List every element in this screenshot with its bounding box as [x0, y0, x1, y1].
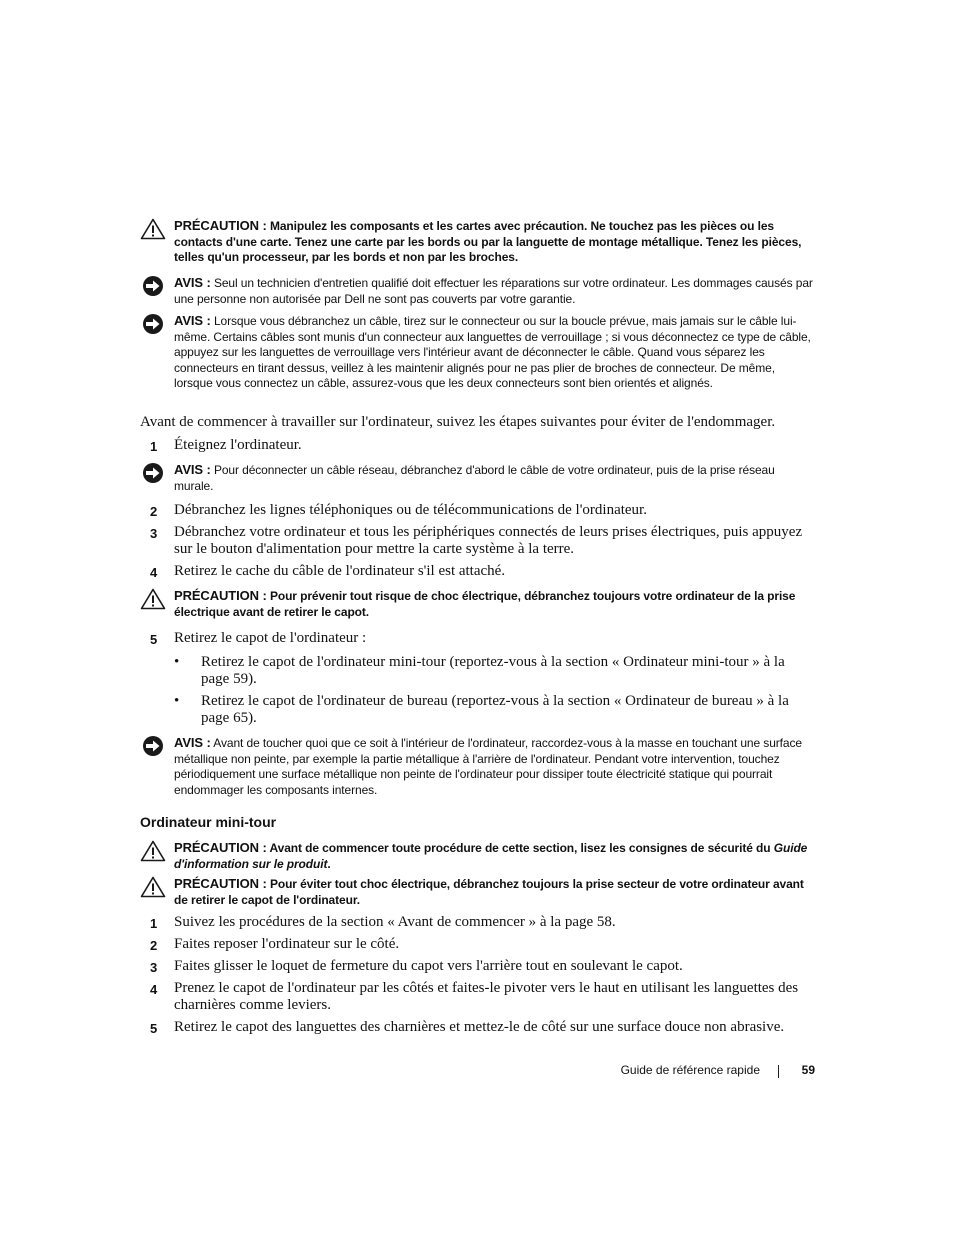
bullet-item — [172, 693, 815, 727]
step-text: Retirez le capot de l'ordinateur : — [174, 630, 367, 646]
notice-text — [174, 462, 815, 494]
page-number: 59 — [801, 1063, 815, 1077]
caution-body: Avant de commencer toute procédure de cette section, lisez les consignes de sécurité du — [269, 841, 771, 855]
step-text: Faites glisser le loquet de fermeture du capot vers l'arrière tout en soulevant le capot. — [174, 958, 683, 974]
warning-triangle-icon — [140, 876, 166, 898]
step-number: 4 — [150, 982, 158, 997]
step-item — [150, 502, 815, 519]
caution-notice — [140, 588, 815, 620]
warning-triangle-icon — [140, 588, 166, 610]
step-item — [150, 524, 815, 558]
notice-body: Seul un technicien d'entretien qualifié doit effectuer les réparations sur votre ordinateur. Les dommages causés par une personne non autorisée par Dell ne sont pas couverts par votre garantie. — [174, 276, 813, 306]
step-text: Éteignez l'ordinateur. — [174, 437, 302, 453]
step-number: 5 — [150, 632, 158, 647]
bullet-dot: • — [174, 654, 180, 670]
notice-box — [140, 462, 815, 494]
step-number: 2 — [150, 504, 158, 519]
step-text: Faites reposer l'ordinateur sur le côté. — [174, 936, 400, 952]
step-text: Retirez le cache du câble de l'ordinateur s'il est attaché. — [174, 563, 506, 579]
step-text: Prenez le capot de l'ordinateur par les côtés et faites-le pivoter vers le haut en utilisant les languettes des charnières comme leviers. — [174, 980, 799, 1013]
notice-body: Pour déconnecter un câble réseau, débranchez d'abord le câble de votre ordinateur, puis de la prise réseau murale. — [174, 463, 775, 493]
notice-box — [140, 735, 815, 798]
notice-label: AVIS : — [174, 462, 211, 477]
caution-body: Manipulez les composants et les cartes avec précaution. Ne touchez pas les pièces ou les contacts d'une carte. Tenez une carte par les bords ou par la languette de montage métallique. Tenez les pièces, telles qu'un processeur, par les bords et non par les broches. — [174, 219, 802, 265]
step-number: 1 — [150, 439, 158, 454]
warning-triangle-icon — [140, 840, 166, 862]
step-item — [150, 563, 815, 580]
notice-body: Lorsque vous débranchez un câble, tirez sur le connecteur ou sur la boucle prévue, mais jamais sur le câble lui-même. Certains câbles sont munis d'un connecteur aux languettes de verrouillage ; si vous déconnectez ce type de câble, appuyez sur les languettes de verrouillage vers l'intérieur avant de déconnecter le câble. Quand vous séparez les connecteurs en tirant dessus, veillez à les maintenir alignés pour ne pas plier de broches de connecteur. De même, lorsque vous connectez un câble, assurez-vous que les deux connecteurs sont bien orientés et alignés. — [174, 314, 811, 391]
notice-arrow-icon — [140, 462, 166, 484]
step-item — [150, 958, 815, 975]
bullet-dot: • — [174, 693, 180, 709]
notice-box — [140, 313, 815, 392]
step-item — [150, 980, 815, 1014]
step-text: Retirez le capot des languettes des charnières et mettez-le de côté sur une surface douce non abrasive. — [174, 1019, 785, 1035]
step-text: Suivez les procédures de la section « Avant de commencer » à la page 58. — [174, 914, 616, 930]
caution-guide-title: Guide d'information sur le produit — [174, 841, 808, 871]
notice-label: AVIS : — [174, 275, 211, 290]
caution-tail: . — [327, 856, 331, 871]
step-item — [150, 1019, 815, 1036]
step-item — [150, 630, 815, 647]
caution-notice — [140, 876, 815, 908]
caution-notice — [140, 840, 815, 872]
caution-text — [174, 588, 815, 620]
notice-text — [174, 313, 815, 392]
notice-body: Avant de toucher quoi que ce soit à l'intérieur de l'ordinateur, raccordez-vous à la masse en touchant une surface métallique non peinte, par exemple la partie métallique à l'arrière de l'ordinateur. Pendant votre intervention, touchez périodiquement une surface métallique non peinte de l'ordinateur pour dissiper toute électricité statique qui pourrait endommager les composants internes. — [174, 736, 802, 797]
bullet-item — [172, 654, 815, 688]
caution-label: PRÉCAUTION : — [174, 840, 267, 855]
bullet-text: Retirez le capot de l'ordinateur de bureau (reportez-vous à la section « Ordinateur de bureau » à la page 65). — [201, 693, 789, 726]
footer-separator — [778, 1065, 779, 1078]
page-footer — [560, 1063, 815, 1081]
notice-text — [174, 275, 815, 307]
bullet-text: Retirez le capot de l'ordinateur mini-tour (reportez-vous à la section « Ordinateur mini-tour » à la page 59). — [201, 654, 785, 687]
step-number: 3 — [150, 526, 158, 541]
step-number: 2 — [150, 938, 158, 953]
notice-arrow-icon — [140, 275, 166, 297]
caution-text — [174, 876, 815, 908]
notice-text — [174, 735, 815, 798]
footer-title: Guide de référence rapide — [620, 1063, 760, 1077]
notice-label: AVIS : — [174, 313, 211, 328]
caution-label: PRÉCAUTION : — [174, 218, 267, 233]
caution-label: PRÉCAUTION : — [174, 876, 267, 891]
step-item — [150, 936, 815, 953]
step-number: 3 — [150, 960, 158, 975]
notice-arrow-icon — [140, 735, 166, 757]
caution-label: PRÉCAUTION : — [174, 588, 267, 603]
notice-arrow-icon — [140, 313, 166, 335]
caution-notice — [140, 218, 815, 266]
notice-label: AVIS : — [174, 735, 211, 750]
step-number: 5 — [150, 1021, 158, 1036]
step-text: Débranchez les lignes téléphoniques ou de télécommunications de l'ordinateur. — [174, 502, 647, 518]
notice-box — [140, 275, 815, 307]
step-number: 1 — [150, 916, 158, 931]
caution-body: Pour éviter tout choc électrique, débranchez toujours la prise secteur de votre ordinateur avant de retirer le capot de l'ordinateur. — [174, 877, 804, 907]
caution-body: Pour prévenir tout risque de choc électrique, débranchez toujours votre ordinateur de la prise électrique avant de retirer le capot. — [174, 589, 796, 619]
intro-paragraph: Avant de commencer à travailler sur l'ordinateur, suivez les étapes suivantes pour éviter de l'endommager. — [140, 414, 776, 430]
step-text: Débranchez votre ordinateur et tous les périphériques connectés de leurs prises électriques, puis appuyez sur le bouton d'alimentation pour mettre la carte système à la terre. — [174, 524, 803, 557]
warning-triangle-icon — [140, 218, 166, 240]
step-item — [150, 437, 815, 454]
step-number: 4 — [150, 565, 158, 580]
caution-text — [174, 840, 815, 872]
step-item — [150, 914, 815, 931]
caution-text — [174, 218, 815, 266]
section-heading: Ordinateur mini-tour — [140, 814, 277, 830]
